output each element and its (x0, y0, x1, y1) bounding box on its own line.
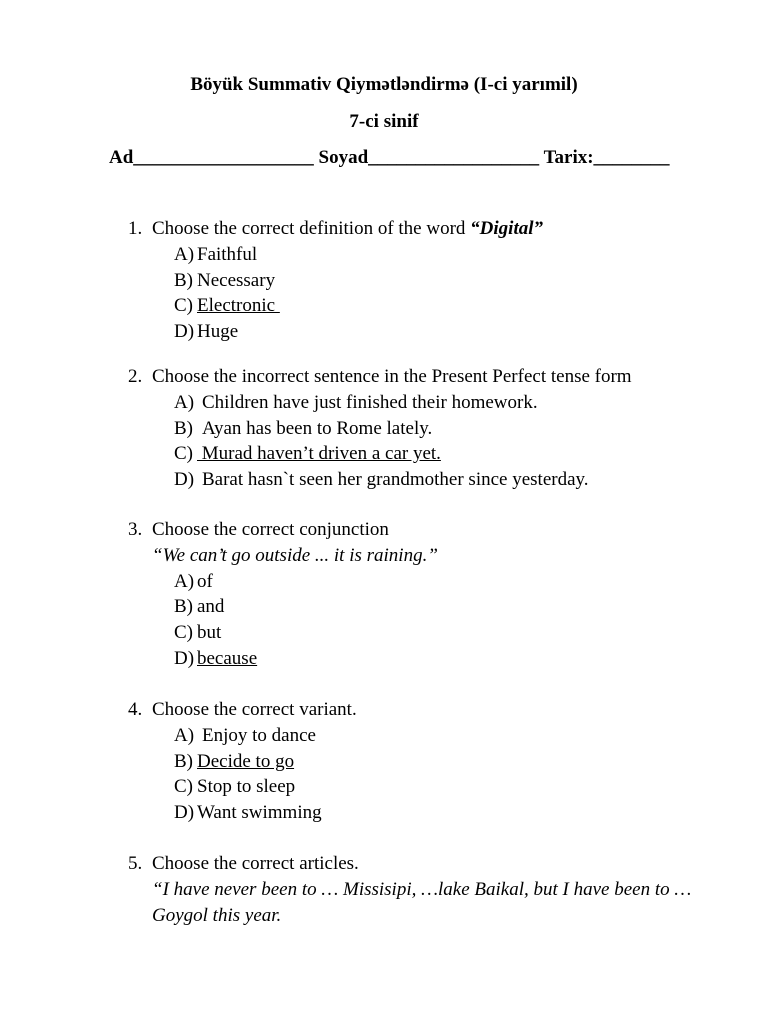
question-number: 3. (128, 519, 143, 540)
marked-answer: Electronic (197, 295, 280, 317)
question-text: Choose the correct articles. (152, 853, 359, 874)
name-surname-date-line: Ad___________________ Soyad__________________ Tarix:________ (109, 147, 670, 168)
question-sentence: “I have never been to … Missisipi, …lake Baikal, but I have been to … Goygol this year. (152, 878, 692, 926)
option-d-answer: D) because (174, 647, 258, 669)
option-a: A) Children have just finished their homework. (174, 391, 538, 413)
question-text: Choose the correct conjunction (152, 519, 389, 540)
option-c: C) Stop to sleep (174, 776, 296, 798)
question-text: Choose the correct definition of the word (152, 218, 471, 239)
question-number: 5. (128, 853, 143, 874)
question-5 (128, 851, 712, 928)
question-stem (128, 697, 357, 723)
question-2 (128, 364, 632, 493)
option-b: B) Ayan has been to Rome lately. (174, 417, 433, 439)
marked-answer: Decide to go (197, 750, 295, 772)
marked-answer: Murad haven’t driven a car yet. (197, 443, 441, 465)
option-d: D) Want swimming (174, 802, 322, 824)
option-b-answer: B) Decide to go (174, 750, 295, 772)
option-c-answer: C) Electronic (174, 295, 280, 317)
option-a: A) Faithful (174, 243, 258, 265)
document-title: Böyük Summativ Qiymətləndirmə (I-ci yarımil) (190, 74, 578, 95)
question-text: Choose the incorrect sentence in the Present Perfect tense form (152, 366, 632, 387)
option-a: A) of (174, 570, 213, 592)
question-stem (128, 851, 712, 877)
option-a: A) Enjoy to dance (174, 724, 316, 746)
option-b: B) Necessary (174, 269, 276, 291)
option-c: C) but (174, 622, 222, 644)
question-number: 1. (128, 218, 143, 239)
question-sentence: “We can’t go outside ... it is raining.” (152, 544, 438, 566)
option-d: D) Huge (174, 321, 239, 343)
question-number: 4. (128, 699, 143, 720)
question-4 (128, 697, 357, 826)
question-3 (128, 517, 438, 672)
question-keyword: “Digital” (470, 218, 544, 239)
question-text: Choose the correct variant. (152, 699, 357, 720)
question-1 (128, 216, 543, 345)
grade-label: 7-ci sinif (349, 111, 419, 132)
question-stem (128, 364, 632, 390)
option-b: B) and (174, 596, 225, 618)
question-stem (128, 517, 438, 543)
marked-answer: because (197, 647, 258, 669)
question-number: 2. (128, 366, 143, 387)
option-c-answer: C) Murad haven’t driven a car yet. (174, 443, 441, 465)
question-stem (128, 216, 543, 242)
option-d: D) Barat hasn`t seen her grandmother since yesterday. (174, 469, 589, 491)
